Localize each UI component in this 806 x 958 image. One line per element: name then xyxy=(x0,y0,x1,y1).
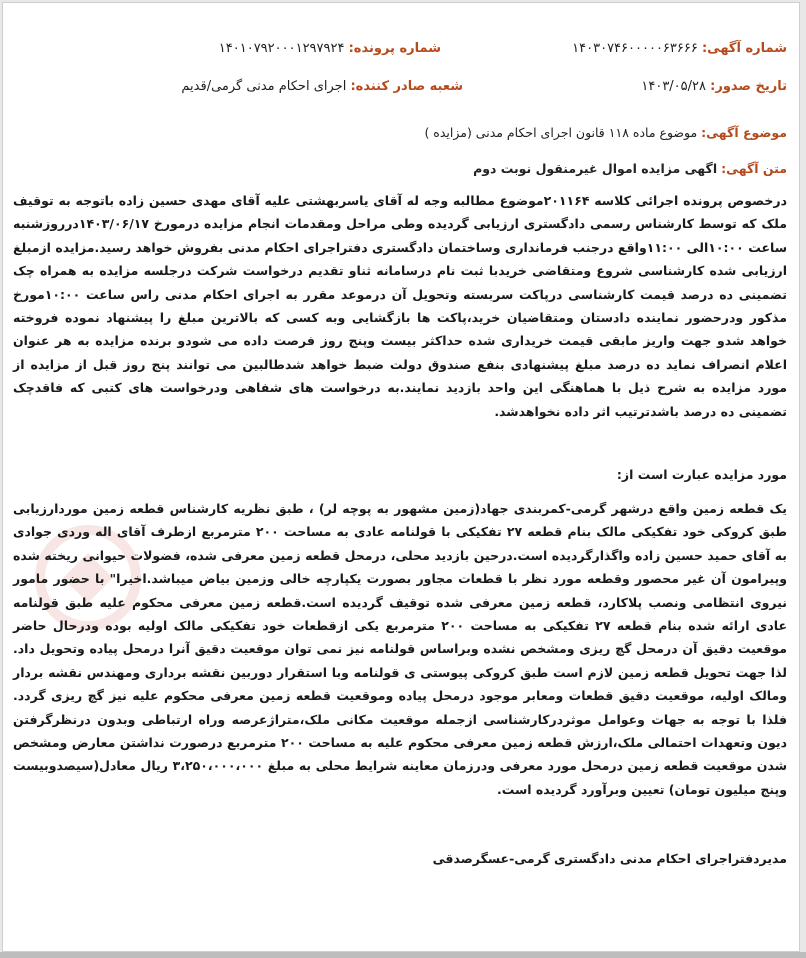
issue-date-value: ۱۴۰۳/۰۵/۲۸ xyxy=(641,79,706,94)
bottom-scroll-strip xyxy=(0,952,806,958)
subject-value: موضوع ماده ۱۱۸ قانون اجرای احکام مدنی (مزایده ) xyxy=(424,125,698,140)
case-number-value: ۱۴۰۱۰۷۹۲۰۰۰۱۲۹۷۹۲۴ xyxy=(218,41,345,56)
issuing-branch-value: اجرای احکام مدنی گرمی/قدیم xyxy=(181,79,347,94)
announcement-page xyxy=(2,2,800,952)
issuing-branch-row xyxy=(181,77,463,97)
subject-label: موضوع آگهی: xyxy=(701,125,787,140)
issue-date-label: تاریخ صدور: xyxy=(710,79,787,94)
ad-text-label: متن آگهی: xyxy=(721,161,787,176)
auction-item-heading: مورد مزایده عبارت است از: xyxy=(616,467,787,482)
subject-row xyxy=(424,123,787,143)
ad-text-value: اگهی مزایده اموال غیرمنقول نوبت دوم xyxy=(473,161,718,176)
signature-line: مدیردفتراجرای احکام مدنی دادگستری گرمی-عسگرصدقی xyxy=(432,851,787,866)
property-description-paragraph: یک قطعه زمین واقع درشهر گرمی-کمربندی جهاد(زمین مشهور به پوچه لر) ، طبق نظریه کارشناس قطعه زمین موردارزیابی طبق کروکی خود تفکیکی مالک بنام قطعه ۲۷ تفکیکی با قولنامه عادی به مساحت ۲۰۰ مترمربع ازطرف آقای اله وردی جوادی به آقای حمید حسین زاده واگذارگردیده است.درحین بازدید محلی، درمحل قطعه زمین معرفی شده، فضولات حیوانی ریخته شده وپیرامون آن غیر محصور وقطعه مورد نظر با قطعات مجاور بصورت یکپارچه خالی وزمین بیاض میباشد.اخیرا" با حضور مامور نیروی انتظامی ونصب پلاکارد، قطعه زمین معرفی شده توقیف گردیده است.قطعه زمین معرفی محکوم علیه طبق قولنامه عادی ارائه شده بنام قطعه ۲۷ تفکیکی به مساحت ۲۰۰ مترمربع یکی ازقطعات خود تفکیکی مالک اولیه بوده ودرحال حاضر موقعیت دقیق آن درمحل گچ ریزی ومشخص نشده وبراساس قولنامه نیز نمی توان موقعیت دقیق آنرا درمحل پیاده وتحویل داد. لذا جهت تحویل قطعه زمین لازم است طبق کروکی پیوستی ی قولنامه وبا استقرار دوربین نقشه برداری ومهندس نقشه بردار ومالک اولیه، موقعیت دقیق قطعات ومعابر موجود درمحل پیاده وموقعیت قطعه زمین معرفی محکوم علیه نیز گچ ریزی گردد. فلذا با توجه به جهات وعوامل موثردرکارشناسی ازجمله موقعیت مکانی ملک،متراژعرصه وراه ارتباطی وبدون درنظرگرفتن دیون وتعهدات احتمالی ملک،ارزش قطعه زمین معرفی محکوم علیه به مساحت ۲۰۰ مترمربع درصورت نداشتن معارض ومشخص شدن موقعیت قطعه زمین درمحل مورد معرفی ودرزمان معاینه شرایط محلی به مبلغ ۳،۲۵۰،۰۰۰،۰۰۰ ریال معادل(سیصدوبیست وپنج میلیون تومان) تعیین وبرآورد گردیده است. xyxy=(13,501,788,797)
announcement-paragraph: درخصوص پرونده اجرائی کلاسه ۲۰۱۱۶۴موضوع مطالبه وجه له آقای یاسربهشتی علیه آقای مهدی حسین زاده باتوجه به توقیف ملک که توسط کارشناس رسمی دادگستری ارزیابی گردیده وطی مراحل ومقدمات انجام مزایده درمورخ ۱۴۰۳/۰۶/۱۷درروزشنبه ساعت ۱۰:۰۰الی ۱۱:۰۰واقع درجنب فرمانداری وساختمان دادگستری دفتراجرای احکام مدنی بفروش خواهد رسید.مزایده ازمبلغ ارزیابی شده کارشناسی شروع ومتقاضی خریدبا ثبت نام درسامانه ثناو تقدیم درخواست شرکت درجلسه مزایده به همراه چک تضمینی ده درصد قیمت کارشناسی درپاکت سربسته وتحویل آن درموعد مقرر به اجرای احکام مدنی راس ساعت ۱۰:۰۰مورخ مذکور ودرحضور نماینده دادستان ومتقاضیان خرید،پاکت ها بازگشایی وبه کسی که بالاترین مبلغ را پیشنهاد نموده فروخته خواهد شدو جهت واریز مابقی قیمت خریداری شده حداکثر بیست وپنج روز فرصت داده می شودو برنده مزایده به هر عنوان اعلام انصراف نماید ده درصد مبلغ پیشنهادی بنفع صندوق دولت ضبط خواهد شدطالبین می توانند پنج روز قبل از مزایده از مورد مزایده به شرح ذیل با هماهنگی این واحد بازدید نمایند.به درخواست های شفاهی ودرخواست های کتبی که فاقدچک تضمینی ده درصد باشدترتیب اثر داده نخواهدشد. xyxy=(13,193,787,419)
ad-number-label: شماره آگهی: xyxy=(701,41,787,56)
ad-text-row xyxy=(473,159,787,179)
ad-number-value: ۱۴۰۳۰۷۴۶۰۰۰۰۰۶۳۶۶۶ xyxy=(572,41,698,56)
case-number-row xyxy=(219,39,441,59)
issue-date-row xyxy=(641,77,787,97)
ad-number-row xyxy=(572,39,787,59)
case-number-label: شماره پرونده: xyxy=(348,41,441,56)
issuing-branch-label: شعبه صادر کننده: xyxy=(350,79,463,94)
